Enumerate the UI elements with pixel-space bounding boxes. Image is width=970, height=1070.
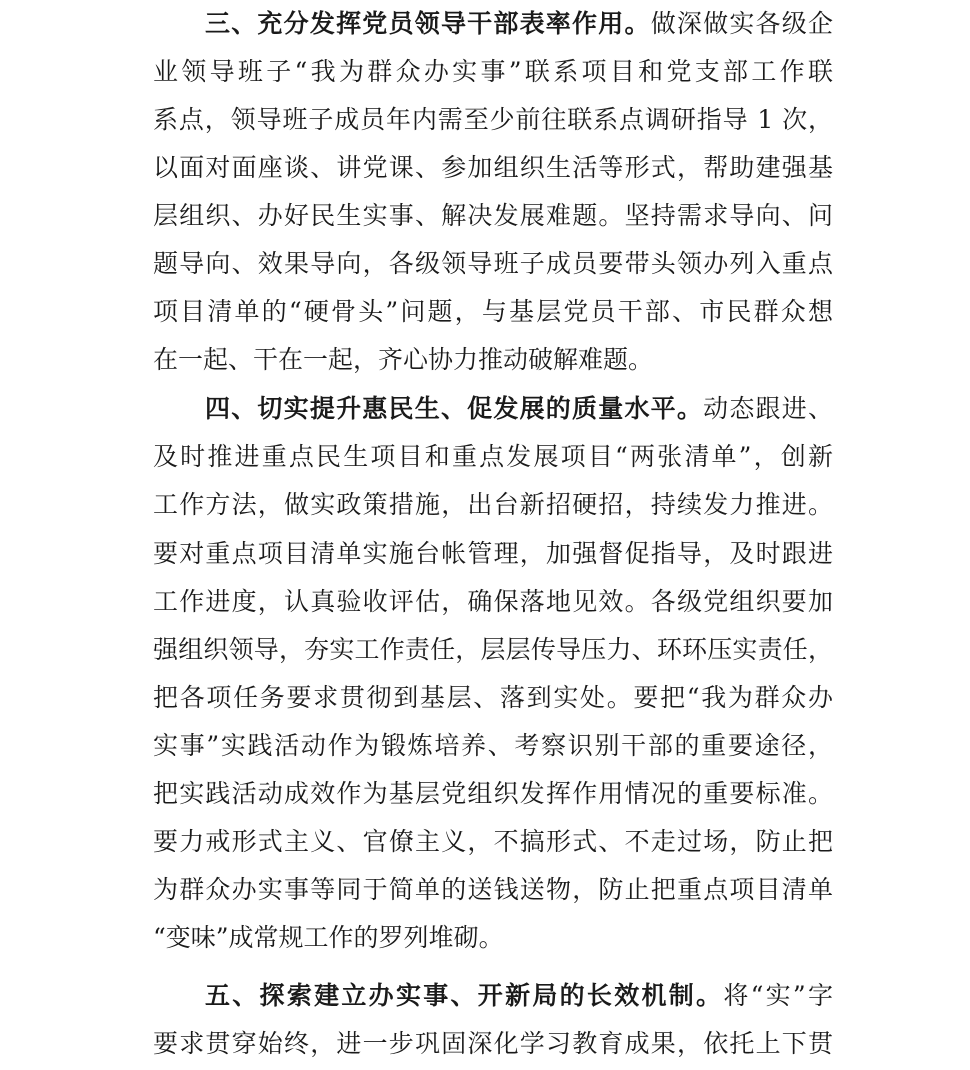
section-3-heading: 三、充分发挥党员领导干部表率作用。 [205,9,651,38]
paragraph-line: 要对重点项目清单实施台帐管理，加强督促指导，及时跟进 [153,539,833,568]
paragraph-line: “变味”成常规工作的罗列堆砌。 [153,923,504,952]
paragraph-line: 以面对面座谈、讲党课、参加组织生活等形式，帮助建强基 [153,153,833,182]
section-5-first-line [153,972,833,1020]
section-4-heading: 四、切实提升惠民生、促发展的质量水平。 [205,394,704,423]
section-4-first-line [153,385,833,433]
paragraph-line: 项目清单的“硬骨头”问题，与基层党员干部、市民群众想 [153,297,833,326]
paragraph-line: 业领导班子“我为群众办实事”联系项目和党支部工作联 [153,57,833,86]
paragraph-line: 层组织、办好民生实事、解决发展难题。坚持需求导向、问 [153,201,833,230]
paragraph-line: 工作进度，认真验收评估，确保落地见效。各级党组织要加 [153,587,833,616]
paragraph-line: 在一起、干在一起，齐心协力推动破解难题。 [153,345,654,374]
paragraph-line: 强组织领导，夯实工作责任，层层传导压力、环环压实责任， [153,635,833,664]
paragraph-line: 及时推进重点民生项目和重点发展项目“两张清单”，创新 [153,442,833,471]
section-5-first-line-text: 将“实”字 [723,981,833,1010]
section-3-first-line [153,0,833,48]
section-3-first-line-text: 做深做实各级企 [650,9,833,38]
section-4-first-line-text: 动态跟进、 [703,394,833,423]
paragraph-line: 实事”实践活动作为锻炼培养、考察识别干部的重要途径， [153,731,833,760]
paragraph-line: 把实践活动成效作为基层党组织发挥作用情况的重要标准。 [153,779,833,808]
paragraph-line: 系点，领导班子成员年内需至少前往联系点调研指导 1 次， [153,105,833,134]
paragraph-line: 为群众办实事等同于简单的送钱送物，防止把重点项目清单 [153,875,833,904]
paragraph-line: 要力戒形式主义、官僚主义，不搞形式、不走过场，防止把 [153,827,833,856]
paragraph-line: 题导向、效果导向，各级领导班子成员要带头领办列入重点 [153,249,833,278]
paragraph-line: 要求贯穿始终，进一步巩固深化学习教育成果，依托上下贯 [153,1029,833,1058]
paragraph-line: 工作方法，做实政策措施，出台新招硬招，持续发力推进。 [153,490,833,519]
paragraph-line: 把各项任务要求贯彻到基层、落到实处。要把“我为群众办 [153,683,833,712]
section-5-heading: 五、探索建立办实事、开新局的长效机制。 [205,981,724,1010]
